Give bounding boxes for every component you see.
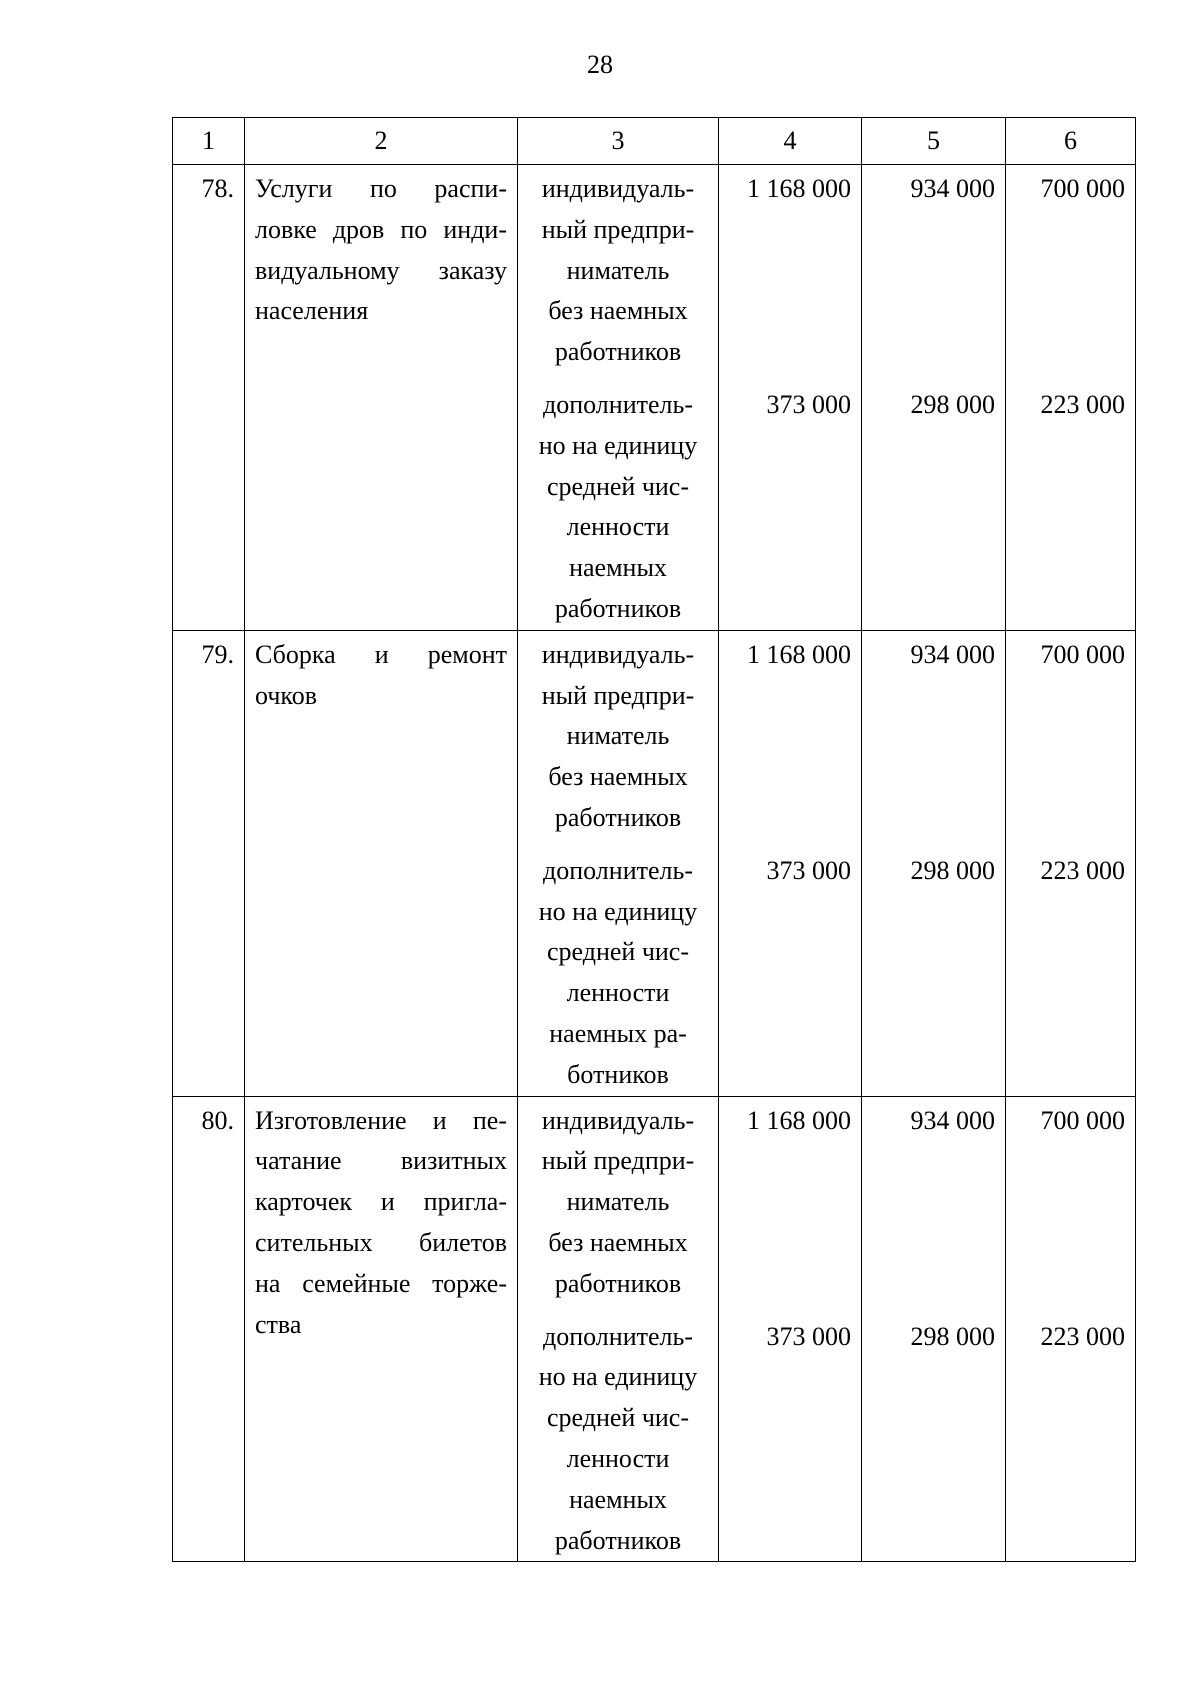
service-name-line: очков — [255, 680, 317, 710]
category-line: индивидуаль- — [541, 1105, 695, 1135]
taxpayer-category — [518, 165, 719, 631]
category-line: средней чис- — [546, 937, 690, 967]
category-line: наемных — [569, 553, 667, 583]
category-line: индивидуаль- — [541, 174, 695, 203]
category-block-additional — [526, 385, 710, 630]
category-line: ный предпри- — [541, 1146, 695, 1176]
category-line: ленности — [566, 512, 670, 542]
value-main: 1 168 000 — [747, 174, 851, 203]
service-name-line: ловке дров по инди- — [255, 214, 507, 244]
category-line: работников — [554, 802, 682, 832]
category-line: средней чис- — [546, 1403, 690, 1433]
service-name — [245, 1096, 518, 1562]
service-name-line: Сборка и ремонт — [255, 639, 507, 669]
column-header: 5 — [862, 118, 1006, 165]
value-main: 1 168 000 — [747, 639, 851, 669]
value-main: 934 000 — [910, 1105, 995, 1135]
value-column-6 — [1006, 630, 1136, 1096]
category-line: ный предпри- — [541, 214, 695, 244]
column-header: 2 — [245, 118, 518, 165]
tariff-table — [172, 117, 1136, 1562]
service-name-line: карточек и пригла- — [255, 1187, 507, 1217]
row-number: 80. — [173, 1096, 245, 1562]
column-header: 6 — [1006, 118, 1136, 165]
value-column-5 — [862, 1096, 1006, 1562]
value-main: 934 000 — [910, 639, 995, 669]
value-main: 700 000 — [1040, 174, 1125, 203]
value-column-5 — [862, 630, 1006, 1096]
row-number: 79. — [173, 630, 245, 1096]
service-name — [245, 165, 518, 631]
page-number: 28 — [587, 50, 613, 79]
value-column-6 — [1006, 165, 1136, 631]
service-name-line: на семейные торже- — [255, 1268, 507, 1298]
value-main: 1 168 000 — [747, 1105, 851, 1135]
category-line: дополнитель- — [543, 1321, 693, 1351]
value-column-6 — [1006, 1096, 1136, 1562]
category-block-main — [526, 1101, 710, 1305]
category-block-additional — [526, 1317, 710, 1562]
category-block-main — [526, 169, 710, 373]
category-line: без наемных — [548, 762, 688, 792]
category-line: но на единицу — [538, 896, 698, 926]
category-line: ботников — [567, 1059, 669, 1089]
category-line: индивидуаль- — [541, 639, 695, 669]
category-line: работников — [554, 1525, 682, 1555]
column-header: 4 — [719, 118, 862, 165]
value-column-5 — [862, 165, 1006, 631]
value-column-4 — [719, 1096, 862, 1562]
service-name-line: населения — [255, 296, 369, 326]
service-name-line: Услуги по распи- — [255, 174, 507, 203]
service-name-line: ства — [255, 1309, 302, 1339]
category-line: ленности — [566, 978, 670, 1008]
value-additional: 373 000 — [766, 389, 851, 419]
category-line: дополнитель- — [543, 389, 693, 419]
category-line: ниматель — [566, 721, 670, 751]
header-row — [173, 118, 1136, 165]
value-additional: 373 000 — [766, 855, 851, 885]
category-line: работников — [554, 337, 682, 367]
category-line: ленности — [566, 1443, 670, 1473]
row-number: 78. — [173, 165, 245, 631]
table-row — [173, 165, 1136, 631]
value-additional: 298 000 — [910, 855, 995, 885]
value-column-4 — [719, 165, 862, 631]
taxpayer-category — [518, 1096, 719, 1562]
value-main: 700 000 — [1040, 639, 1125, 669]
service-name-line: Изготовление и пе- — [255, 1105, 507, 1135]
value-main: 700 000 — [1040, 1105, 1125, 1135]
value-additional: 298 000 — [910, 389, 995, 419]
category-line: дополнитель- — [543, 855, 693, 885]
category-line: но на единицу — [538, 430, 698, 460]
category-line: наемных ра- — [549, 1018, 687, 1048]
value-additional: 298 000 — [910, 1321, 995, 1351]
category-block-main — [526, 635, 710, 839]
table-row — [173, 630, 1136, 1096]
category-line: работников — [554, 593, 682, 623]
category-line: без наемных — [548, 296, 688, 326]
category-block-additional — [526, 851, 710, 1096]
category-line: работников — [554, 1268, 682, 1298]
category-line: но на единицу — [538, 1362, 698, 1392]
value-additional: 373 000 — [766, 1321, 851, 1351]
service-name-line: видуальному заказу — [255, 255, 507, 285]
service-name — [245, 630, 518, 1096]
category-line: ниматель — [566, 255, 670, 285]
service-name-line: сительных билетов — [255, 1227, 507, 1257]
value-main: 934 000 — [910, 174, 995, 203]
category-line: наемных — [569, 1484, 667, 1514]
taxpayer-category — [518, 630, 719, 1096]
value-additional: 223 000 — [1040, 855, 1125, 885]
category-line: ный предпри- — [541, 680, 695, 710]
service-name-line: чатание визитных — [255, 1146, 507, 1176]
column-header: 3 — [518, 118, 719, 165]
value-column-4 — [719, 630, 862, 1096]
category-line: без наемных — [548, 1227, 688, 1257]
column-header: 1 — [173, 118, 245, 165]
value-additional: 223 000 — [1040, 389, 1125, 419]
category-line: ниматель — [566, 1187, 670, 1217]
value-additional: 223 000 — [1040, 1321, 1125, 1351]
category-line: средней чис- — [546, 471, 690, 501]
table-row — [173, 1096, 1136, 1562]
